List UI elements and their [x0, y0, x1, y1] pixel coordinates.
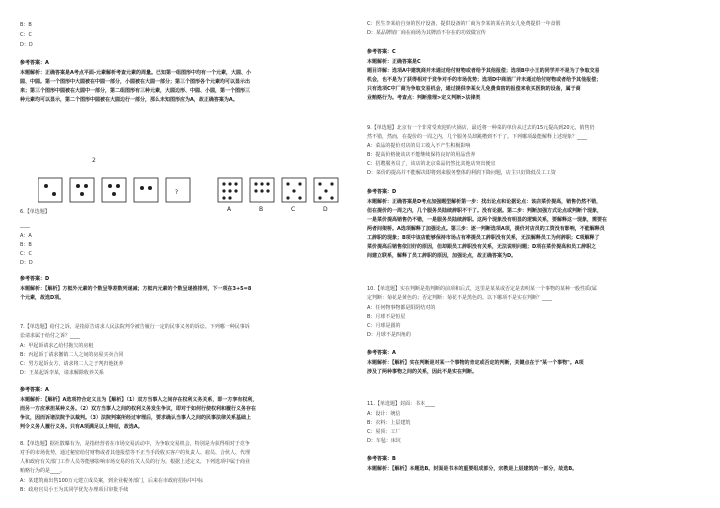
- q6-option-c[interactable]: C：C: [20, 251, 32, 257]
- q6-explanation: 本题解析：【解析】方框外元素的个数呈等差数列递减；方框内元素的个数呈递推排列，下一项在3+5=8: [20, 286, 252, 292]
- q11-reference-answer: 参考答案：B: [367, 456, 396, 462]
- q7-option-d[interactable]: D：王某起诉李某，请求解除收养关系: [20, 370, 104, 376]
- figure-question: [38, 174, 358, 214]
- figure-number: 2: [92, 157, 96, 164]
- q5-explanation: 种元素均可以显示，第二个图形中圆被在大圆边行一部分，那么未知图形应为A，故正确答案为A。: [20, 97, 238, 103]
- q9-explanation: 间建立联系，解释了员工辞职的原因，加强论点，故正确答案为D。: [367, 253, 517, 259]
- q9-explanation: 工辞职的现象；B项中该店能够保持市场占有率提员工辞职没有关系，无法解释员工为何辞职；C项解释了: [367, 235, 600, 241]
- q8-explanation: 题目详解：选项A中建筑商并未通过给付财物或者给予其他报偿；选项B中小王的同学并不是为了争取交易: [367, 68, 600, 74]
- q10-option-d[interactable]: D：月球不是四角的: [367, 332, 411, 338]
- q10-heading: 定判断：菊花是黄色的；否定判断：菊花不是黑色的。以下哪项不是实在判断？____: [367, 295, 553, 301]
- q5-explanation: 本题解析：正确答案是A考点平面-元素解析考查元素的周量。已知第一组图形中均有一个元素，大圆、小: [20, 70, 251, 76]
- q9-explanation: 两者间架桥。A选项解释了加强论点。第三步：逐一判断选项A项，提价对店员的工资没有影响，不能解释员: [367, 226, 605, 232]
- q9-option-c[interactable]: C：招聘服务员了，该店的北京菜品仍然比其他店突出便宜: [367, 161, 496, 167]
- q11-explanation: 本题解析：【解析】本题选B。封面是书本的重要组成部分，宗教是上层建筑的一部分，故选B。: [367, 466, 578, 472]
- q8-heading: 8.【单选题】据社散曝有为，是指经营者在市场交易活动中，为争取交易机会，特别是为获得相对于竞争: [20, 441, 250, 447]
- q10-option-c[interactable]: C：月球是圆的: [367, 323, 401, 329]
- q8-option-c[interactable]: C：医生李某给自身的医疗设备，提供设备的厂商为李某的某在的女儿免费提供一年食假: [367, 21, 561, 27]
- q11-heading: 11.【单选题】封面：书本____: [367, 401, 435, 407]
- q7-explanation: 争议，因而诉诸法院予以裁判。（3）法院判案所经过审理后，要求确认当事人之间的民事法律关系基础上: [20, 415, 251, 421]
- q9-explanation: 菜价提高后销售依旧好的原因，但却跟员工辞职没有关系，无法说明问题；D项在菜价提高和员工辞职之: [367, 244, 597, 250]
- figure-options: [218, 178, 338, 213]
- q8-option-b[interactable]: B：政府官员小王为其同学优先办理项目审批手续: [20, 487, 129, 493]
- q7-option-a[interactable]: A：甲起诉请求乙给付拖欠的房租: [20, 343, 94, 349]
- figure-option-label-c: C: [291, 206, 296, 213]
- option-b[interactable]: B：B: [20, 22, 32, 28]
- q9-option-d[interactable]: D：菜价的提高并不能解决即将到来服务整体的利润下降问题，店主只好降低员工工资: [367, 170, 556, 176]
- q8-option-a[interactable]: A：某建筑商出售100万元建立成员案，到企业税务部门，后来在市政府招标中中标: [20, 478, 203, 484]
- option-c[interactable]: C：C: [20, 32, 32, 38]
- q7-explanation: 而另一方应承担某种义务。（2）双方当事人之间的权利义务发生争议，即对于如何行使权利和履行义务存在: [20, 406, 256, 412]
- figure-option-label-a: A: [227, 206, 232, 213]
- q6-option-a[interactable]: A：A: [20, 233, 32, 239]
- q6-heading: 6.【单选题】: [20, 209, 50, 215]
- q6-option-b[interactable]: B：B: [20, 242, 32, 248]
- q9-reference-answer: 参考答案：D: [367, 189, 397, 195]
- q10-reference-answer: 参考答案：A: [367, 350, 396, 356]
- figure-option-label-b: B: [259, 206, 264, 213]
- q8-heading: 对手的市场优势，通过秘密给付财物或者其他报偿等不正当手段收买客户的负责人、雇员、合伙人、代理: [20, 450, 251, 456]
- q9-option-b[interactable]: B：提高价格使该店不能继续保持良好的用品营养: [367, 152, 476, 158]
- q6-option-d[interactable]: D：D: [20, 260, 33, 266]
- q10-explanation: 本题解析：【解析】实在判断是对某一个事物的肯定或否定的判断，关键点在于"某一个事物"。A项: [367, 360, 584, 366]
- q8-option-d[interactable]: D：某品牌销厂商在商场为其牌消不存在的功效做宣传: [367, 30, 486, 36]
- q9-explanation: 但在提价的一周之内，几个服务员陆续辞职不干了。没有论据。第二步：判断加强方式论点或判断个现象，: [367, 208, 603, 214]
- q8-heading: 贿赂行为的是____。: [20, 468, 66, 474]
- q7-heading: 7.【单选题】给付之诉，是指原告请求人民法院判令被告履行一定的民事义务的诉讼。下列哪一种民事诉: [20, 324, 250, 330]
- q10-option-b[interactable]: B：月球不是恒星: [367, 314, 406, 320]
- q5-reference-answer: 参考答案：A: [20, 60, 49, 66]
- q7-option-b[interactable]: B：丙起诉丁请求撤销二人之间的房屋买卖合同: [20, 352, 124, 358]
- q6-explanation: 个元素，故选D项。: [20, 295, 65, 301]
- q11-option-c[interactable]: C：屋顶：工厂: [367, 429, 401, 435]
- q9-explanation: 一是菜价提高销售仍不错，一是服务员陆续辞职。这两个现象没有明显的逻辑关系，要解释这一现象，需要在: [367, 217, 608, 223]
- q10-option-a[interactable]: A：任何物事物都是阳阴结对的: [367, 305, 436, 311]
- q7-explanation: 判令义务人履行义务。只有A项满足以上特征，故选A。: [20, 424, 143, 430]
- q9-heading: 然不错，然而，在提价的一周之内，几个服务员却跳槽到不干了。下列哪项最能解释上述现象？____: [367, 134, 588, 140]
- q10-heading: 10.【单选题】实在判断是指判断的前项和后式，这里是某某或否定是表明某一个事物的某种一般性质(属: [367, 286, 597, 292]
- q6-reference-answer: 参考答案：D: [20, 276, 50, 282]
- figure-sequence: [38, 178, 190, 202]
- svg-text:?: ?: [175, 189, 179, 196]
- q7-reference-answer: 参考答案：A: [20, 387, 49, 393]
- option-d[interactable]: D：D: [20, 42, 33, 48]
- q8-heading: 人和政府有关部门工作人员等能够影响市场交易的有关人员的行为。根据上述定义，下列选项中属于商业: [20, 459, 251, 465]
- q5-explanation: 来；第三个图形中圆被在大圆中一部分，第二组图形有三种元素，大圆边形、中圆、小圆，第一个图形三: [20, 88, 251, 94]
- q10-explanation: 涉及了两种事物之间的关系，因此不是实在判断。: [367, 369, 478, 375]
- q6-blank: ____: [20, 222, 30, 228]
- q8-reference-answer: 参考答案：C: [367, 49, 396, 55]
- q8-explanation: 机会，也不是为了获得相对于竞争对手的市场优势；选项D中商消厂并未通过给付财物或者给予其他报偿；: [367, 77, 602, 83]
- q11-option-b[interactable]: B：衣料：上层建筑: [367, 420, 411, 426]
- q7-heading: 讼请求属于给付之诉？____: [20, 333, 81, 339]
- q9-explanation: 本题解析：正确答案是D考点加强题型解析第一步：找出论点和论据论点：该店菜价提高，销售仍然不错，: [367, 199, 602, 205]
- q7-option-c[interactable]: C：男方起诉女方，请求将二人之子判归他抚养: [20, 361, 124, 367]
- figure-option-label-d: D: [323, 206, 328, 213]
- q8-explanation: 业贿赂行为。考查点：判断推理>定义判断>法律类: [367, 95, 481, 101]
- q9-heading: 9.【单选题】北京有一个非常受欢迎的火锅店，最近将一种菜的单价从过去的15元提高到20元，销售仍: [367, 125, 595, 131]
- q11-option-a[interactable]: A：设计：统信: [367, 411, 401, 417]
- q5-explanation: 圆、中圆。第一个图形中大圆被在中圆一部分，小圆被在大圆一部分；第三个图形各个元素均可以显示出: [20, 79, 251, 85]
- q8-explanation: 只有选项C中厂商为争取交易机会，通过提供李某女儿免费食宿的报偿来收买医院的设备，属于商: [367, 86, 581, 92]
- q7-explanation: 本题解析：【解析】A选项符合定义且为【解析】（1）双方当事人之间存在权利义务关系，即一方享有权利，: [20, 397, 258, 403]
- q11-option-d[interactable]: D：车毡：床坑: [367, 438, 401, 444]
- q9-option-a[interactable]: A：菜品的提价对店的员工收入不产生积极影响: [367, 143, 471, 149]
- q8-explanation: 本题解析：正确答案是C: [367, 59, 421, 65]
